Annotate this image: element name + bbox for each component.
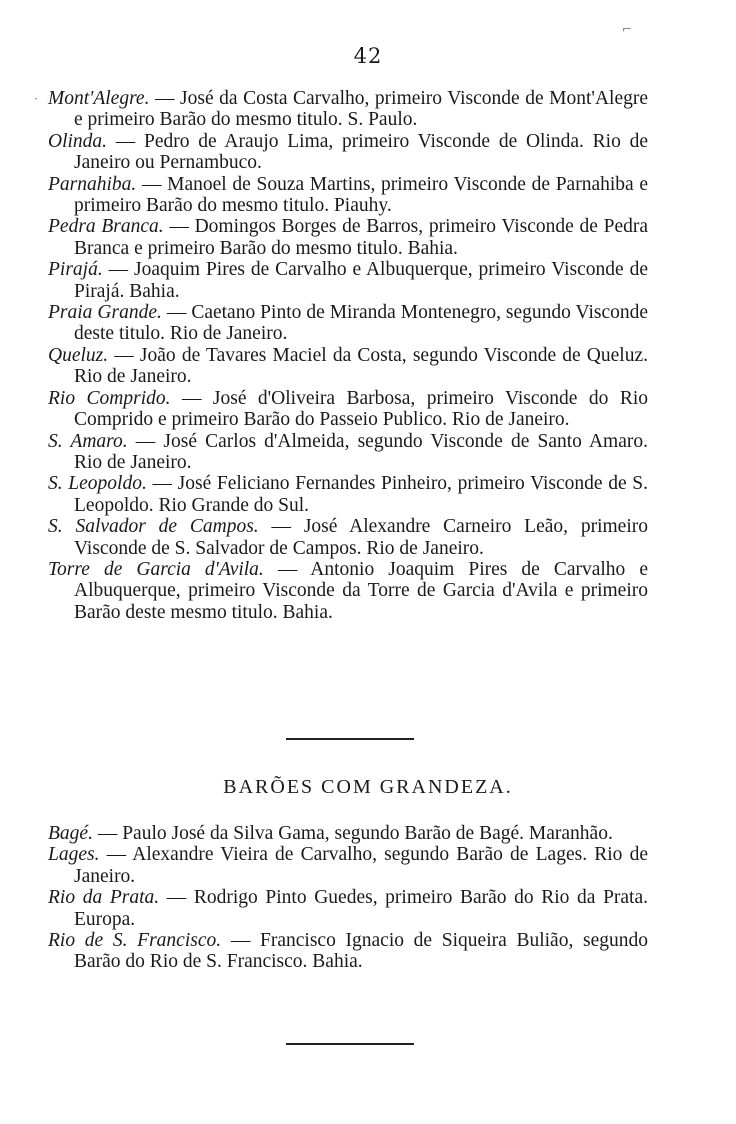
entry-viscondes [48,516,648,559]
entry-text: — Alexandre Vieira de Carvalho, segundo Barão de Lages. Rio de Janeiro. [74,844,649,887]
entry-text: — Joaquim Pires de Carvalho e Albuquerque, primeiro Visconde de Pirajá. Bahia. [74,259,648,302]
entry-text: — José Alexandre Carneiro Leão, primeiro Visconde de S. Salvador de Campos. Rio de Janeiro. [74,516,648,559]
paper-speck-mark: ⌐ [622,22,633,36]
entry-text: — Paulo José da Silva Gama, segundo Barão de Bagé. Maranhão. [97,823,613,844]
entry-title: Lages. [48,844,100,866]
paper-speck-mark: · [34,92,38,106]
entry-text: — José Feliciano Fernandes Pinheiro, primeiro Visconde de S. Leopoldo. Rio Grande do Sul. [74,473,649,516]
entry-baroes [48,823,648,844]
entry-viscondes [48,559,648,623]
section-divider-top [286,738,414,740]
entry-title: Pedra Branca. [48,216,164,238]
entry-title: Bagé. [48,823,93,844]
entry-viscondes [48,131,648,174]
entry-viscondes [48,259,648,302]
entry-text: — José Carlos d'Almeida, segundo Visconde de Santo Amaro. Rio de Janeiro. [74,430,648,473]
entry-title: Rio da Prata. [48,887,160,909]
entry-title: S. Amaro. [48,430,128,452]
entry-text: — Francisco Ignacio de Siqueira Bulião, segundo Barão do Rio de S. Francisco. Bahia. [74,930,648,973]
section-heading: BARÕES COM GRANDEZA. [223,776,513,798]
entry-title: S. Leopoldo. [48,473,147,495]
entry-title: Queluz. [48,344,109,366]
entry-title: Pirajá. [48,259,103,281]
entry-baroes [48,844,648,887]
entry-title: S. Salvador de Campos. [48,516,259,538]
entry-viscondes [48,88,648,131]
page-number: 42 [353,44,383,68]
entry-viscondes [48,388,648,431]
section-divider-bottom [286,1043,414,1045]
viscondes-list [48,88,648,623]
baroes-list [48,823,648,973]
entry-text: — José d'Oliveira Barbosa, primeiro Visconde do Rio Comprido e primeiro Barão do Passeio Publico. Rio de Janeiro. [74,387,648,431]
entry-viscondes [48,345,648,388]
entry-viscondes [48,473,648,516]
entry-baroes [48,930,648,973]
entry-text: — Rodrigo Pinto Guedes, primeiro Barão do Rio da Prata. Europa. [74,887,649,930]
entry-text: — Manoel de Souza Martins, primeiro Visconde de Parnahiba e primeiro Barão do mesmo titulo. Piauhy. [74,173,649,217]
entry-viscondes [48,174,648,217]
entry-text: — José da Costa Carvalho, primeiro Visconde de Mont'Alegre e primeiro Barão do mesmo titulo. S. Paulo. [74,88,648,131]
entry-text: — Caetano Pinto de Miranda Montenegro, segundo Visconde deste titulo. Rio de Janeiro. [74,302,649,345]
entry-text: — Pedro de Araujo Lima, primeiro Visconde de Olinda. Rio de Janeiro ou Pernambuco. [74,130,648,174]
entry-text: — Domingos Borges de Barros, primeiro Visconde de Pedra Branca e primeiro Barão do mesmo titulo. Bahia. [74,216,649,259]
entry-title: Parnahiba. [48,173,137,195]
entry-baroes [48,887,648,930]
entry-title: Praia Grande. [48,302,162,324]
entry-title: Mont'Alegre. [48,88,150,109]
entry-viscondes [48,302,648,345]
entry-title: Rio de S. Francisco. [48,930,222,952]
entry-viscondes [48,431,648,474]
entry-title: Rio Comprido. [48,387,171,409]
entry-text: — Antonio Joaquim Pires de Carvalho e Albuquerque, primeiro Visconde da Torre de Garcia d'Avila e primeiro Barão deste mesmo titulo. Bahia. [74,558,648,623]
entry-viscondes [48,216,648,259]
entry-title: Olinda. [48,130,108,152]
entry-text: — João de Tavares Maciel da Costa, segundo Visconde de Queluz. Rio de Janeiro. [74,344,648,388]
entry-title: Torre de Garcia d'Avila. [48,558,264,580]
